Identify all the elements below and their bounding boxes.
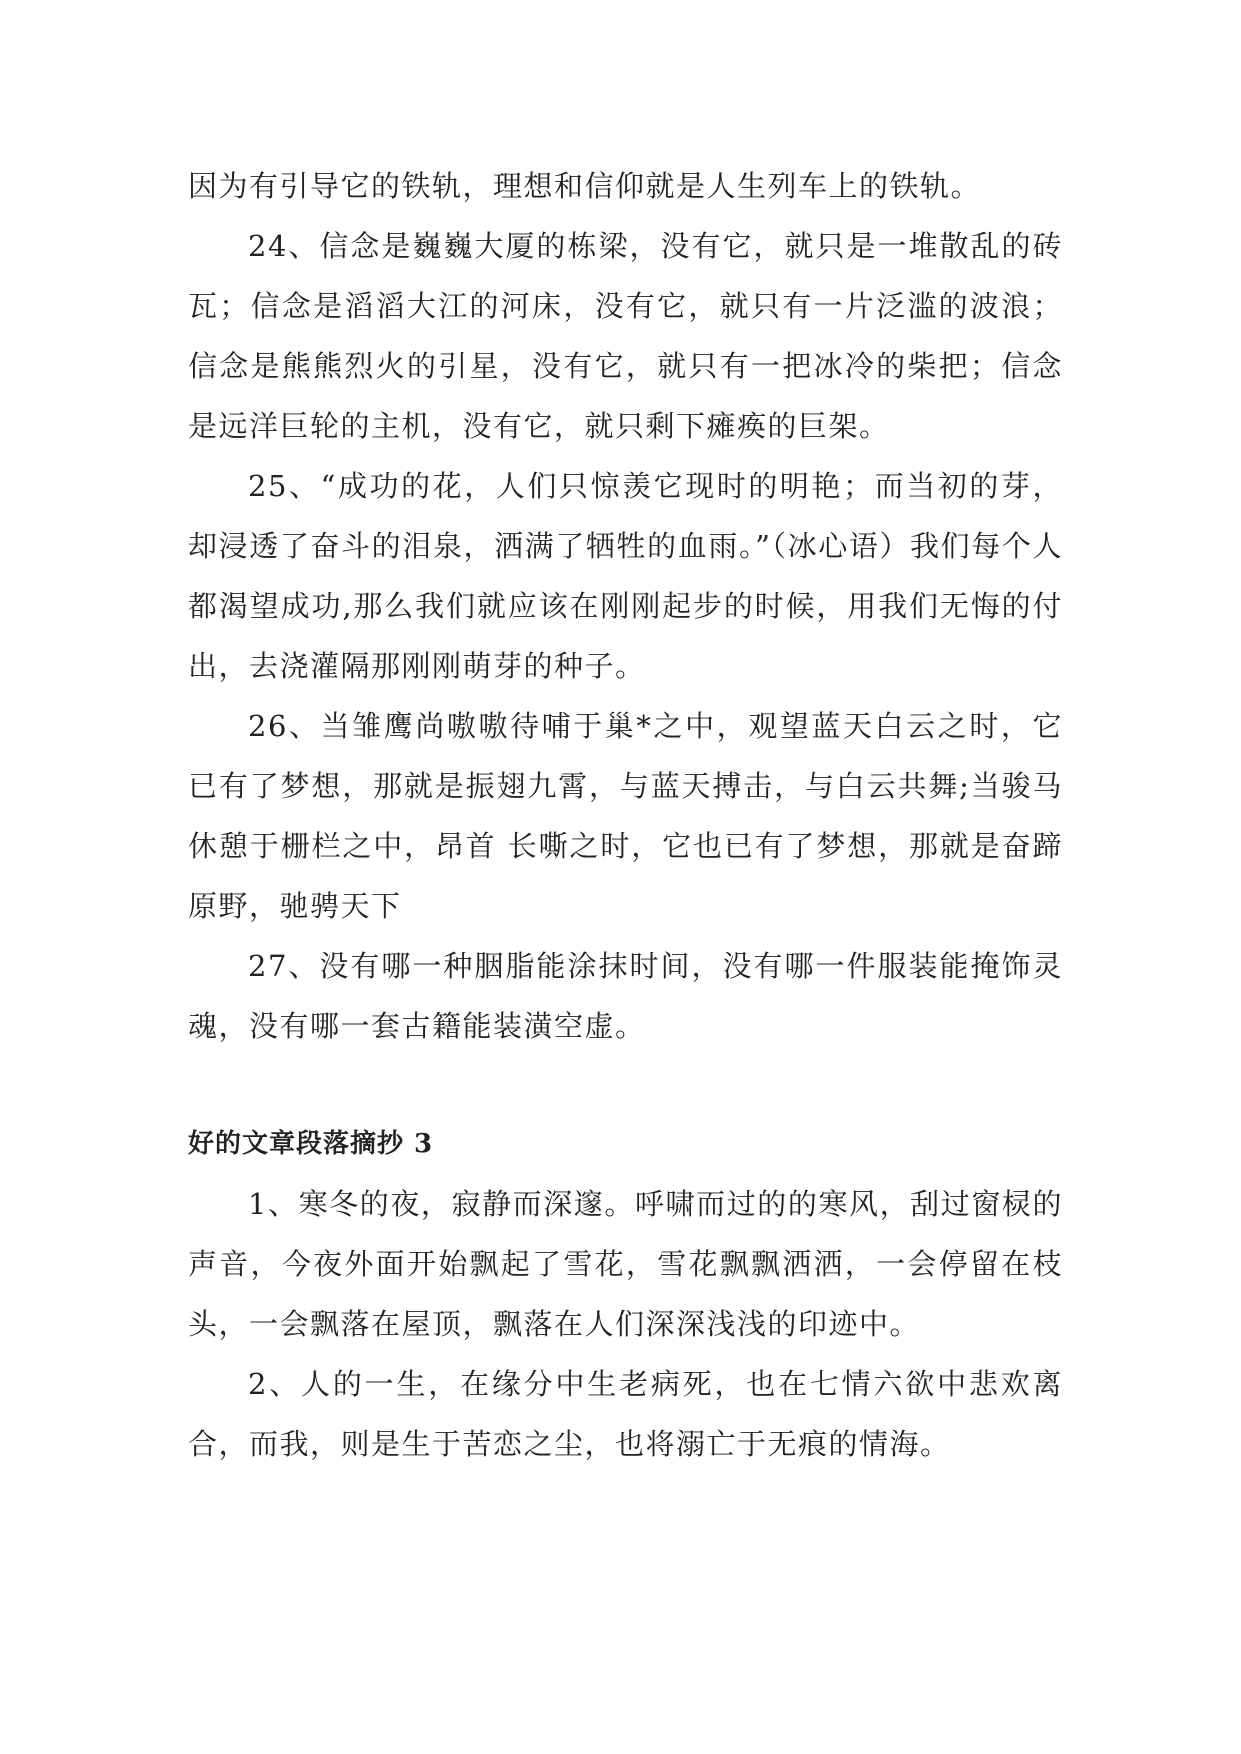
paragraph-item-24: 24、信念是巍巍大厦的栋梁，没有它，就只是一堆散乱的砖瓦；信念是滔滔大江的河床，没有它，就只有一片泛滥的波浪；信念是熊熊烈火的引星，没有它，就只有一把冰冷的柴把；信念是远洋巨轮的主机，没有它，就只剩下瘫痪的巨架。 <box>188 229 1063 443</box>
paragraph-item-1: 1、寒冬的夜，寂静而深邃。呼啸而过的的寒风，刮过窗棂的声音，今夜外面开始飘起了雪花，雪花飘飘洒洒，一会停留在枝头，一会飘落在屋顶，飘落在人们深深浅浅的印迹中。 <box>188 1187 1063 1341</box>
paragraph-item-2: 2、人的一生，在缘分中生老病死，也在七情六欲中悲欢离合，而我，则是生于苦恋之尘，也将溺亡于无痕的情海。 <box>188 1367 1063 1461</box>
document-page <box>188 156 1063 1474</box>
paragraph-continuation: 因为有引导它的铁轨，理想和信仰就是人生列车上的铁轨。 <box>188 169 982 203</box>
paragraph-item-27: 27、没有哪一种胭脂能涂抹时间，没有哪一件服装能掩饰灵魂，没有哪一套古籍能装潢空虚。 <box>188 949 1063 1043</box>
paragraph-item-26: 26、当雏鹰尚嗷嗷待哺于巢*之中，观望蓝天白云之时，它已有了梦想，那就是振翅九霄，与蓝天搏击，与白云共舞;当骏马休憩于栅栏之中，昂首 长嘶之时，它也已有了梦想，那就是奋蹄原野，驰骋天下 <box>188 709 1063 923</box>
paragraph-item-25: 25、“成功的花，人们只惊羡它现时的明艳；而当初的芽，却浸透了奋斗的泪泉，洒满了牺牲的血雨。”（冰心语）我们每个人都渴望成功,那么我们就应该在刚刚起步的时候，用我们无悔的付出，去浇灌隔那刚刚萌芽的种子。 <box>188 469 1063 683</box>
section-heading: 好的文章段落摘抄 3 <box>188 1129 434 1159</box>
